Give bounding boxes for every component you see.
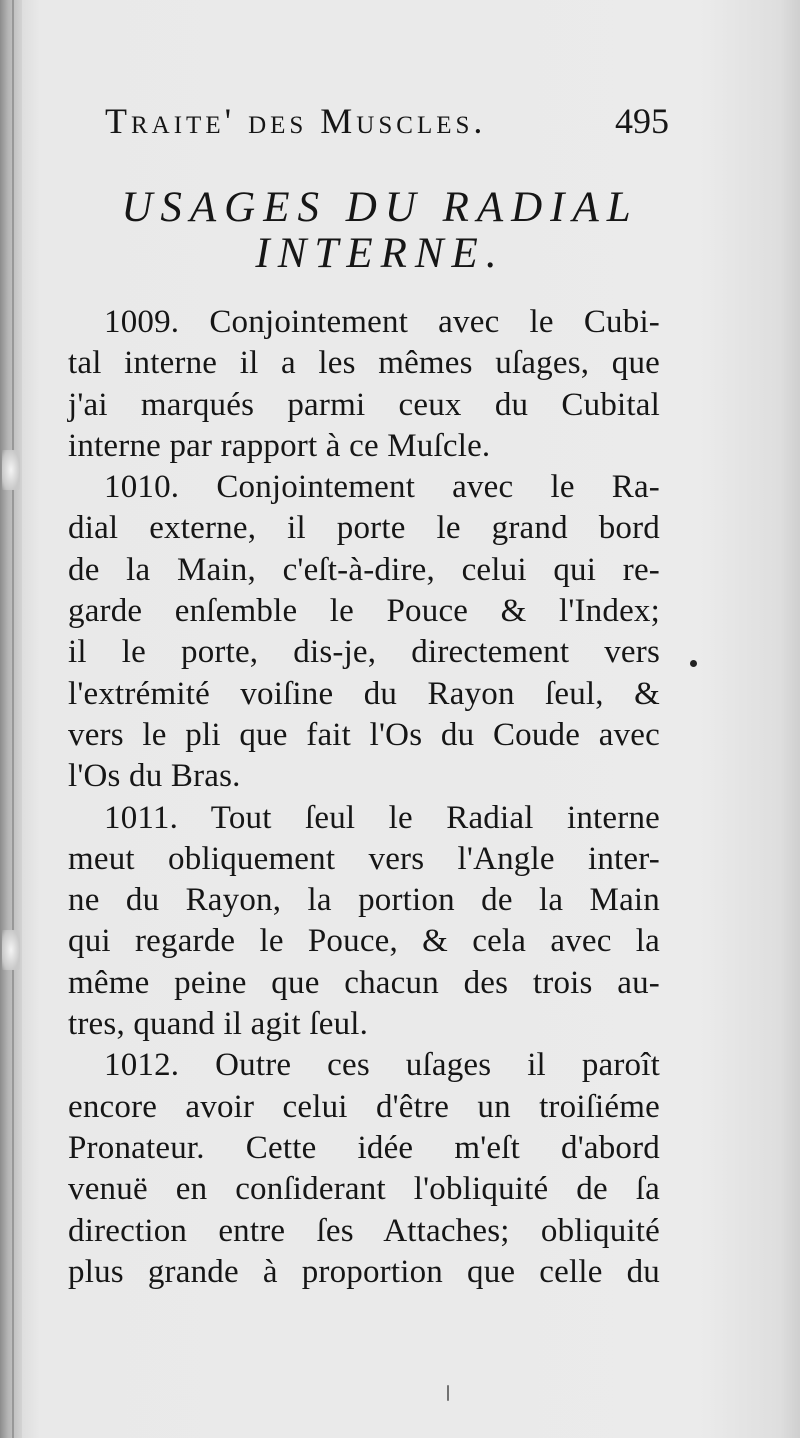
text-line: meut obliquement vers l'Angle inter- <box>68 840 660 877</box>
section-title-line-1: USAGES DU RADIAL <box>121 184 639 231</box>
section-title-line-2: INTERNE. <box>255 230 505 277</box>
body-text <box>68 302 660 1293</box>
text-line: l'Os du Bras. <box>68 758 241 795</box>
text-line: 1011. Tout ſeul le Radial interne <box>104 799 660 836</box>
ink-speck <box>447 1385 449 1401</box>
text-line: Pronateur. Cette idée m'eſt d'abord <box>68 1129 660 1166</box>
text-line: venuë en conſiderant l'obliquité de ſa <box>68 1171 660 1208</box>
text-line: même peine que chacun des trois au- <box>68 964 660 1001</box>
text-line: encore avoir celui d'être un troiſiéme <box>68 1088 660 1125</box>
page-number: 495 <box>615 101 669 141</box>
text-line: plus grande à proportion que celle du <box>68 1253 660 1290</box>
binding-stitch <box>2 450 20 490</box>
text-line: il le porte, dis-je, directement vers <box>68 634 660 671</box>
running-title: Traite' des Muscles. <box>105 101 487 141</box>
text-line: l'extrémité voiſine du Rayon ſeul, & <box>68 675 660 712</box>
text-line: tal interne il a les mêmes uſages, que <box>68 345 660 382</box>
text-line: qui regarde le Pouce, & cela avec la <box>68 923 660 960</box>
text-line: j'ai marqués parmi ceux du Cubital <box>68 386 660 423</box>
text-line: de la Main, c'eſt-à-dire, celui qui re- <box>68 551 660 588</box>
text-line: interne par rapport à ce Muſcle. <box>68 427 491 464</box>
binding-stitch <box>2 930 20 970</box>
text-line: ne du Rayon, la portion de la Main <box>68 882 660 919</box>
text-line: tres, quand il agit ſeul. <box>68 1006 369 1043</box>
page-header <box>105 100 669 150</box>
ink-speck <box>690 660 697 667</box>
text-line: dial externe, il porte le grand bord <box>68 510 660 547</box>
text-line: garde enſemble le Pouce & l'Index; <box>68 593 660 630</box>
text-line: 1010. Conjointement avec le Ra- <box>104 469 660 506</box>
book-gutter <box>0 0 22 1438</box>
text-line: vers le pli que fait l'Os du Coude avec <box>68 716 660 753</box>
text-line: direction entre ſes Attaches; obliquité <box>68 1212 660 1249</box>
text-line: 1009. Conjointement avec le Cubi- <box>104 304 660 340</box>
gutter-shadow-line <box>12 0 14 1438</box>
text-line: 1012. Outre ces uſages il paroît <box>104 1047 660 1084</box>
